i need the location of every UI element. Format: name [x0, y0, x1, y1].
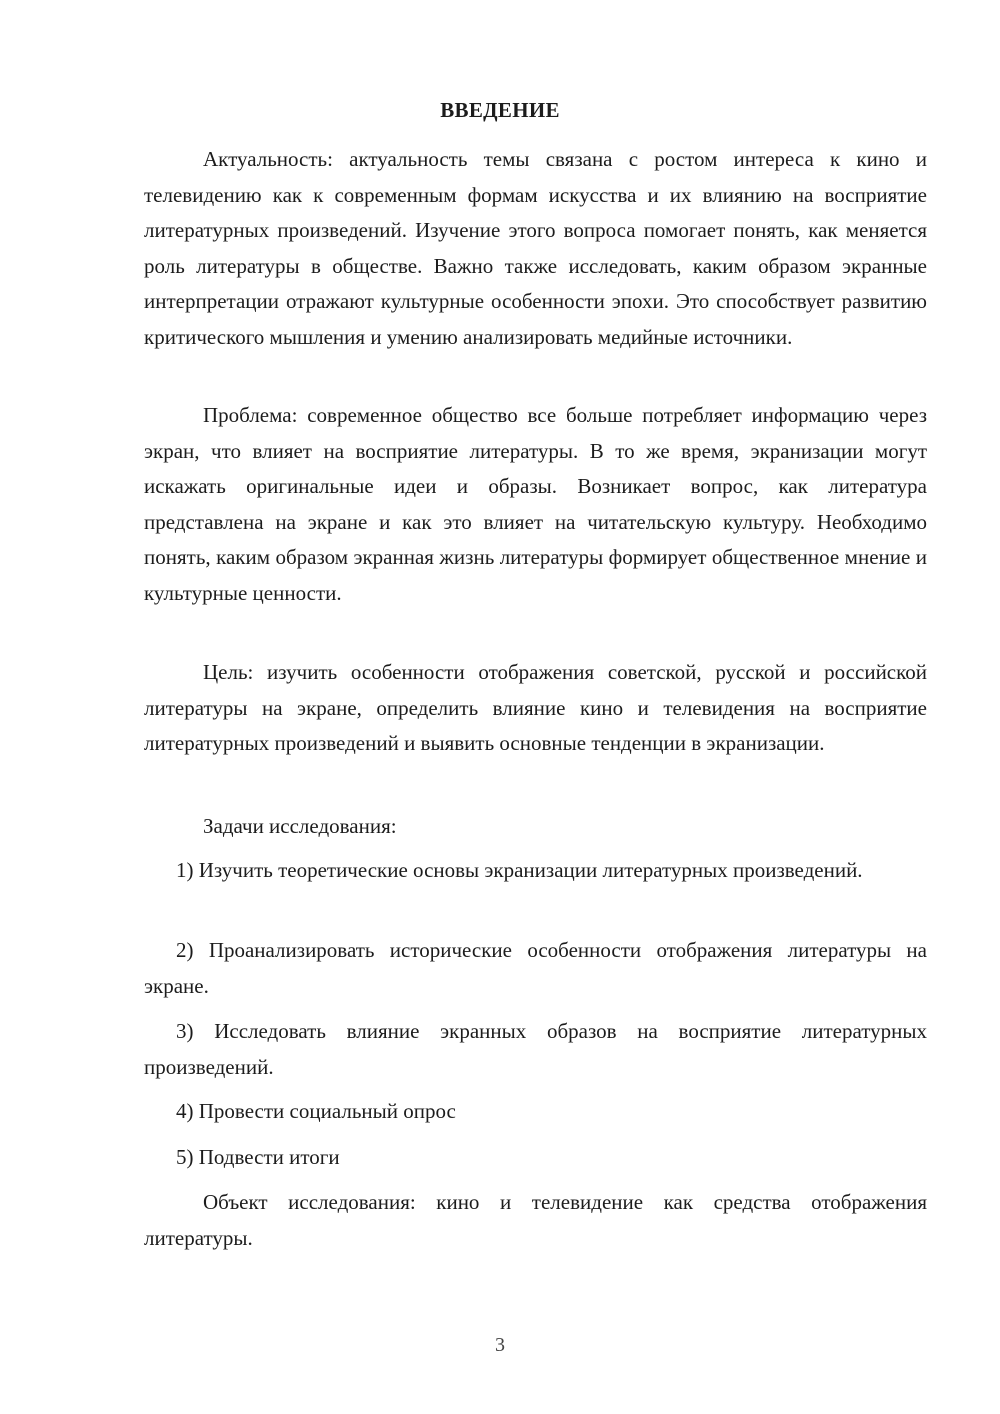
page-title: ВВЕДЕНИЕ — [440, 98, 560, 122]
goal-paragraph: Цель: изучить особенности отображения советской, русской и российской литературы на экране, определить влияние кино и телевидения на восприятие литературных произведений и выявить основные тенденции в экранизации. — [144, 660, 927, 755]
problem-paragraph: Проблема: современное общество все больше потребляет информацию через экран, что влияет на восприятие литературы. В то же время, экранизации могут искажать оригинальные идеи и образы. Возникает вопрос, как литература представлена на экране и как это влияет на читательскую культуру. Необходимо понять, каким образом экранная жизнь литературы формирует общественное мнение и культурные ценности. — [144, 403, 927, 605]
page-number: 3 — [495, 1334, 505, 1356]
tasks-heading: Задачи исследования: — [203, 814, 397, 838]
task-item-4: 4) Провести социальный опрос — [176, 1099, 456, 1123]
object-paragraph: Объект исследования: кино и телевидение как средства отображения литературы. — [144, 1190, 927, 1250]
task-item-1: 1) Изучить теоретические основы экранизации литературных произведений. — [176, 858, 863, 882]
task-item-3: 3) Исследовать влияние экранных образов на восприятие литературных произведений. — [144, 1019, 927, 1079]
relevance-paragraph: Актуальность: актуальность темы связана с ростом интереса к кино и телевидению как к современным формам искусства и их влиянию на восприятие литературных произведений. Изучение этого вопроса помогает понять, как меняется роль литературы в обществе. Важно также исследовать, каким образом экранные интерпретации отражают культурные особенности эпохи. Это способствует развитию критического мышления и умению анализировать медийные источники. — [144, 147, 927, 349]
task-item-2: 2) Проанализировать исторические особенности отображения литературы на экране. — [144, 938, 927, 998]
task-item-5: 5) Подвести итоги — [176, 1145, 340, 1169]
